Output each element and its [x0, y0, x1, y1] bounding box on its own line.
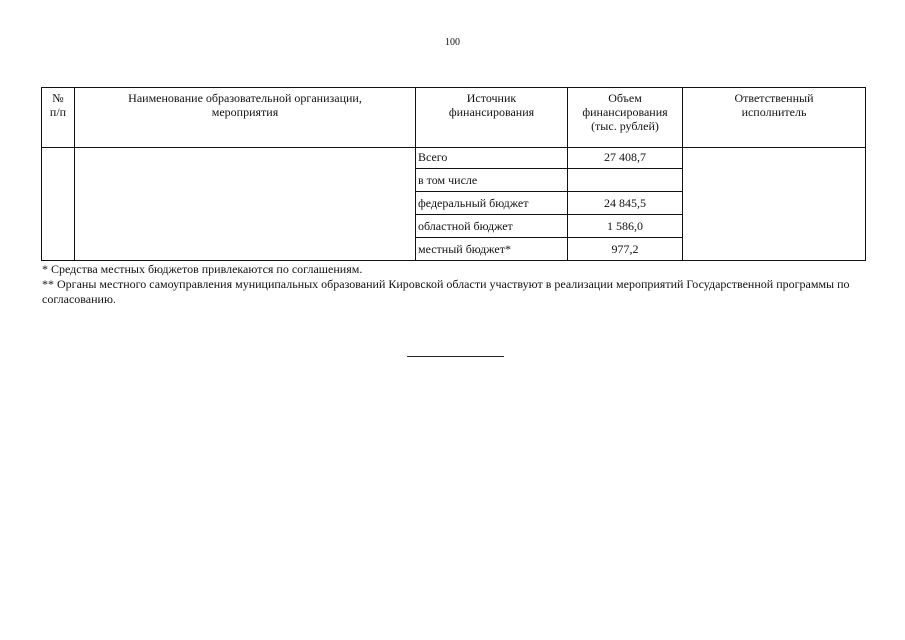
row-source-federal: федеральный бюджет — [418, 196, 529, 210]
header-name: Наименование образовательной организации, мероприятия — [128, 91, 362, 119]
row-source-local: местный бюджет* — [418, 242, 511, 256]
footnotes — [42, 262, 866, 307]
header-num: № п/п — [49, 91, 67, 119]
financing-table — [41, 87, 866, 261]
row-divider — [415, 237, 682, 238]
row-volume-regional: 1 586,0 — [607, 219, 643, 233]
footnote-municipal-bodies: ** Органы местного самоуправления муниципальных образований Кировской области участвуют в реализации мероприятий Государственной программы по согласованию. — [42, 277, 850, 306]
table-border-bottom — [41, 260, 866, 261]
header-volume: Объем финансирования (тыс. рублей) — [582, 91, 668, 133]
footnote-local-budgets: * Средства местных бюджетов привлекаются по соглашениям. — [42, 262, 363, 276]
row-source-including: в том числе — [418, 173, 478, 187]
row-volume-local: 977,2 — [611, 242, 639, 256]
page-number: 100 — [445, 37, 460, 48]
table-border-right — [865, 87, 866, 261]
table-header-bottom — [41, 147, 866, 148]
row-divider — [415, 168, 682, 169]
row-divider — [415, 191, 682, 192]
end-divider — [407, 356, 504, 357]
header-executor: Ответственный исполнитель — [734, 91, 814, 119]
row-source-regional: областной бюджет — [418, 219, 513, 233]
row-volume-federal: 24 845,5 — [604, 196, 646, 210]
row-volume-total: 27 408,7 — [604, 150, 646, 164]
row-source-total: Всего — [418, 150, 448, 164]
table-border-top — [41, 87, 866, 88]
row-divider — [415, 214, 682, 215]
header-source: Источник финансирования — [448, 91, 535, 119]
